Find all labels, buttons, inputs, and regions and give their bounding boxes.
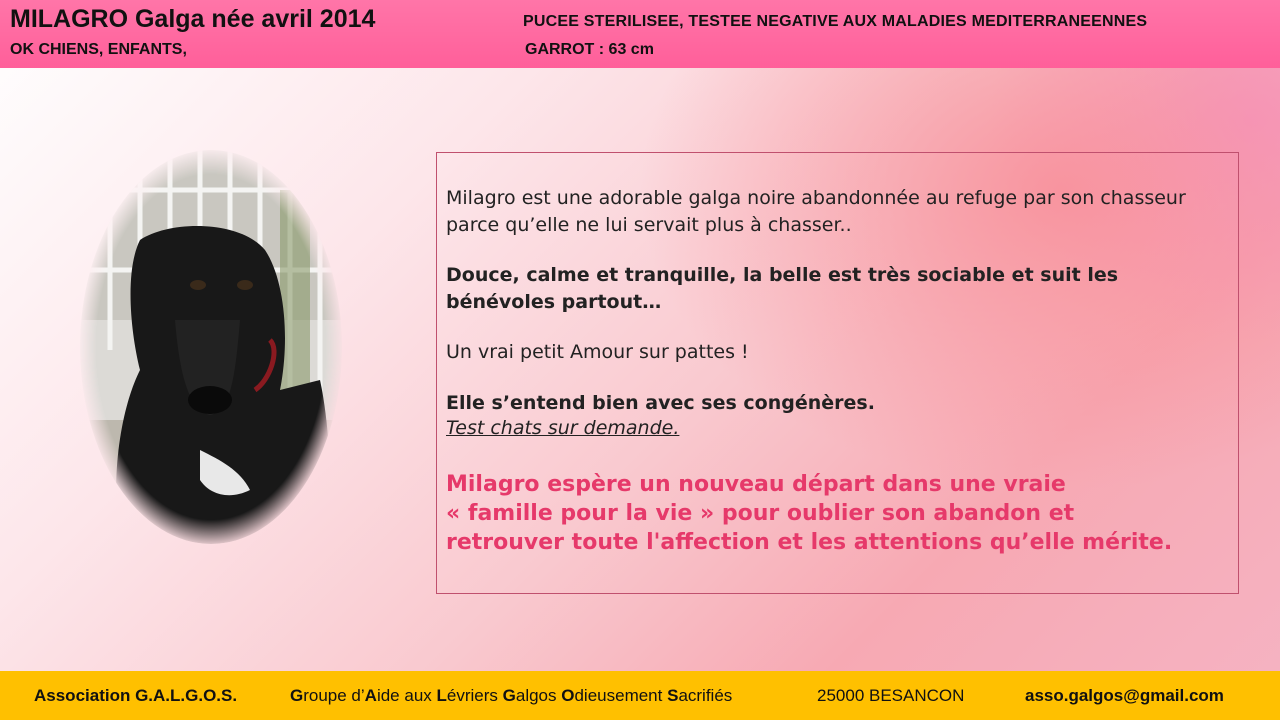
adoption-appeal bbox=[446, 470, 1226, 557]
page-title: MILAGRO Galga née avril 2014 bbox=[10, 5, 376, 33]
association-name: Association G.A.L.G.O.S. bbox=[34, 686, 238, 705]
garrot-text: GARROT : 63 cm bbox=[525, 41, 654, 58]
word-part: roupe d’ bbox=[303, 686, 365, 705]
word-part: ide aux bbox=[376, 686, 437, 705]
health-status-text: PUCEE STERILISEE, TESTEE NEGATIVE AUX MALADIES MEDITERRANEENNES bbox=[523, 13, 1148, 30]
initial-o: O bbox=[561, 686, 575, 705]
description-dogs-compat: Elle s’entend bien avec ses congénères. bbox=[446, 392, 875, 414]
initial-g2: G bbox=[502, 686, 516, 705]
association-fullname bbox=[290, 686, 732, 706]
initial-l: L bbox=[436, 686, 447, 705]
initial-g: G bbox=[290, 686, 304, 705]
adoption-appeal-line-3: retrouver toute l'affection et les attentions qu’elle mérite. bbox=[446, 530, 1173, 555]
adoption-appeal-line-1: Milagro espère un nouveau départ dans une vraie bbox=[446, 472, 1066, 497]
city-address: 25000 BESANCON bbox=[817, 686, 965, 705]
initial-a: A bbox=[364, 686, 377, 705]
description-love: Un vrai petit Amour sur pattes ! bbox=[446, 341, 749, 363]
description-cats-test: Test chats sur demande. bbox=[446, 417, 680, 439]
description-temperament: Douce, calme et tranquille, la belle est très sociable et suit les bénévoles partout… bbox=[446, 264, 1119, 313]
dog-photo bbox=[80, 150, 342, 544]
compatibility-text: OK CHIENS, ENFANTS, bbox=[10, 41, 187, 58]
word-part: algos bbox=[515, 686, 562, 705]
initial-s: S bbox=[667, 686, 679, 705]
description-intro: Milagro est une adorable galga noire abandonnée au refuge par son chasseur parce qu’elle ne lui servait plus à chasser.. bbox=[446, 187, 1186, 236]
footer-banner bbox=[0, 671, 1280, 720]
dog-photo-icon bbox=[80, 150, 342, 544]
word-part: évriers bbox=[446, 686, 503, 705]
word-part: acrifiés bbox=[678, 686, 733, 705]
word-part: dieusement bbox=[574, 686, 668, 705]
contact-email[interactable]: asso.galgos@gmail.com bbox=[1025, 686, 1224, 705]
header-banner bbox=[0, 0, 1280, 68]
adoption-appeal-line-2: « famille pour la vie » pour oublier son abandon et bbox=[446, 501, 1075, 526]
